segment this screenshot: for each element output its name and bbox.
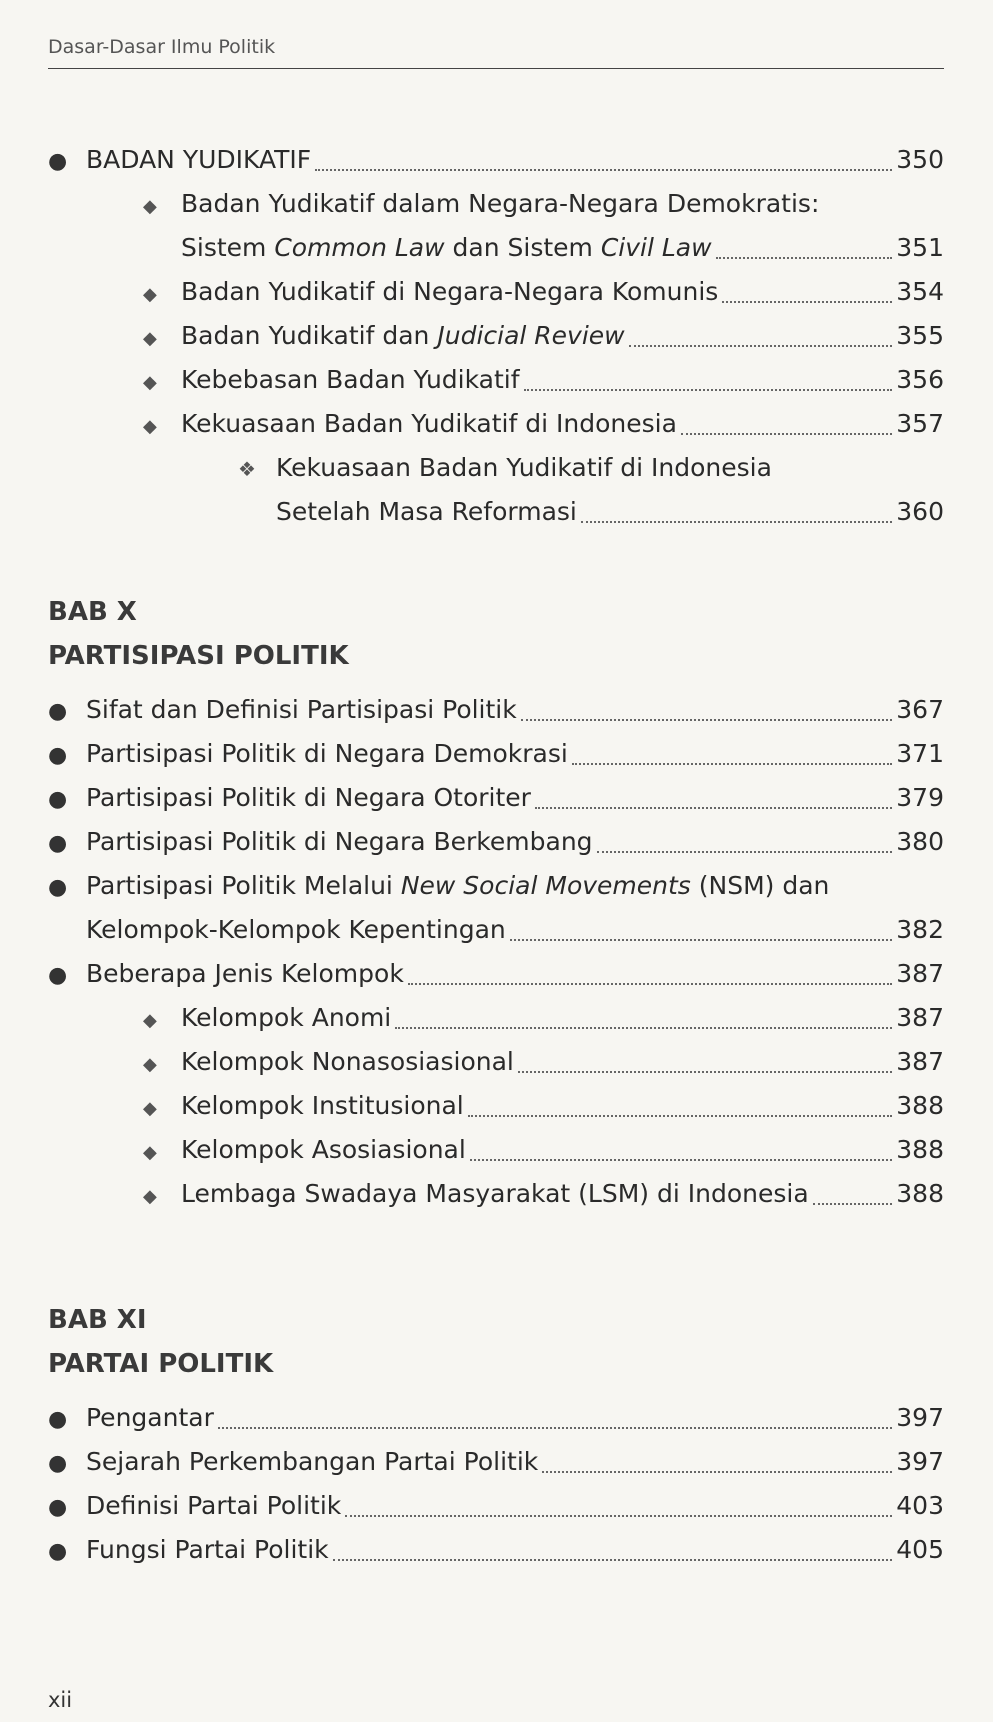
toc-entry (48, 1040, 944, 1084)
bullet-icon: ● (48, 149, 68, 174)
toc-entry (48, 314, 944, 358)
toc-entry-page: 355 (896, 321, 944, 350)
dot-leader (681, 433, 892, 435)
toc-entry (48, 270, 944, 314)
toc-entry-page: 371 (896, 739, 944, 768)
chapter-label: BAB XI (48, 1305, 147, 1335)
toc-entry-title: Lembaga Swadaya Masyarakat (LSM) di Indonesia (181, 1179, 809, 1208)
toc-entry (48, 358, 944, 402)
dot-leader (315, 169, 892, 171)
bullet-icon: ● (48, 875, 68, 900)
dot-leader (333, 1559, 893, 1561)
chapter-label: BAB X (48, 597, 137, 627)
toc-entry-title: Badan Yudikatif dan Judicial Review (181, 321, 625, 350)
toc-entry-page: 379 (896, 783, 944, 812)
toc-entry (48, 996, 944, 1040)
bullet-icon: ● (48, 787, 68, 812)
dot-leader (813, 1203, 893, 1205)
dot-leader (597, 851, 893, 853)
toc-entry (48, 182, 944, 226)
bullet-icon: ● (48, 1451, 68, 1476)
dot-leader (395, 1027, 892, 1029)
toc-entry-page: 354 (896, 277, 944, 306)
toc-entry-page: 397 (896, 1447, 944, 1476)
toc-entry-title: Partisipasi Politik di Negara Demokrasi (86, 739, 568, 768)
toc-entry (48, 1396, 944, 1440)
toc-entry-page: 356 (896, 365, 944, 394)
toc-entry (48, 1172, 944, 1216)
diamond-icon: ◆ (143, 196, 157, 217)
toc-entry (48, 864, 944, 908)
toc-entry (48, 1484, 944, 1528)
dot-leader (218, 1427, 892, 1429)
toc-entry (48, 688, 944, 732)
dot-leader (510, 939, 893, 941)
toc-entry-title: Kelompok Nonasosiasional (181, 1047, 514, 1076)
toc-entry (48, 446, 944, 490)
toc-entry-page: 387 (896, 1003, 944, 1032)
toc-entry-title: BADAN YUDIKATIF (86, 145, 312, 174)
running-header: Dasar-Dasar Ilmu Politik (48, 36, 944, 69)
chapter-title: PARTISIPASI POLITIK (48, 641, 349, 671)
toc-entry-title: Kebebasan Badan Yudikatif (181, 365, 520, 394)
toc-entry-page: 403 (896, 1491, 944, 1520)
diamond-icon: ◆ (143, 416, 157, 437)
toc-entry-title: Partisipasi Politik Melalui New Social Movements (NSM) dan (86, 871, 830, 900)
dot-leader (716, 257, 893, 259)
toc-entry-title: Setelah Masa Reformasi (276, 497, 577, 526)
bullet-icon: ● (48, 1539, 68, 1564)
chapter-title: PARTAI POLITIK (48, 1349, 274, 1379)
diamond-icon: ◆ (143, 372, 157, 393)
diamond-icon: ◆ (143, 328, 157, 349)
toc-entry (48, 732, 944, 776)
dot-leader (518, 1071, 892, 1073)
toc-entry-title: Kelompok Institusional (181, 1091, 464, 1120)
toc-entry-title: Pengantar (86, 1403, 214, 1432)
toc-entry-page: 367 (896, 695, 944, 724)
bullet-icon: ● (48, 1495, 68, 1520)
toc-entry-title: Badan Yudikatif di Negara-Negara Komunis (181, 277, 719, 306)
bullet-icon: ● (48, 743, 68, 768)
toc-entry-title: Fungsi Partai Politik (86, 1535, 329, 1564)
toc-entry-page: 351 (896, 233, 944, 262)
diamond-icon: ◆ (143, 284, 157, 305)
toc-entry-title: Kelompok Anomi (181, 1003, 392, 1032)
four-diamond-icon: ❖ (238, 457, 256, 481)
toc-entry (48, 1528, 944, 1572)
toc-entry-page: 350 (896, 145, 944, 174)
dot-leader (470, 1159, 892, 1161)
diamond-icon: ◆ (143, 1186, 157, 1207)
toc-entry-page: 357 (896, 409, 944, 438)
toc-entry (48, 1440, 944, 1484)
toc-entry (48, 776, 944, 820)
toc-entry-page: 405 (896, 1535, 944, 1564)
dot-leader (521, 719, 893, 721)
diamond-icon: ◆ (143, 1098, 157, 1119)
toc-entry (48, 138, 944, 182)
dot-leader (345, 1515, 892, 1517)
toc-entry-page: 388 (896, 1091, 944, 1120)
toc-entry-title: Kelompok-Kelompok Kepentingan (86, 915, 506, 944)
toc-entry-page: 388 (896, 1135, 944, 1164)
toc-entry-title: Partisipasi Politik di Negara Berkembang (86, 827, 593, 856)
toc-entry-page: 382 (896, 915, 944, 944)
toc-entry-page: 360 (896, 497, 944, 526)
dot-leader (408, 983, 892, 985)
bullet-icon: ● (48, 1407, 68, 1432)
toc-entry-page: 397 (896, 1403, 944, 1432)
bullet-icon: ● (48, 963, 68, 988)
toc-entry-title: Sifat dan Definisi Partisipasi Politik (86, 695, 517, 724)
toc-entry-title: Kelompok Asosiasional (181, 1135, 466, 1164)
toc-entry (48, 1084, 944, 1128)
toc-entry-page: 387 (896, 1047, 944, 1076)
toc-entry-page: 388 (896, 1179, 944, 1208)
toc-entry-title: Definisi Partai Politik (86, 1491, 342, 1520)
toc-entry-title: Badan Yudikatif dalam Negara-Negara Demokratis: (181, 189, 820, 218)
toc-entry-continuation (48, 490, 944, 534)
dot-leader (572, 763, 892, 765)
toc-entry-title: Kekuasaan Badan Yudikatif di Indonesia (181, 409, 677, 438)
dot-leader (542, 1471, 892, 1473)
page-number: xii (48, 1688, 73, 1712)
toc-entry (48, 402, 944, 446)
toc-entry-continuation (48, 908, 944, 952)
diamond-icon: ◆ (143, 1054, 157, 1075)
dot-leader (722, 301, 892, 303)
dot-leader (581, 521, 892, 523)
bullet-icon: ● (48, 831, 68, 856)
table-of-contents (48, 138, 944, 1572)
diamond-icon: ◆ (143, 1010, 157, 1031)
toc-entry-title: Partisipasi Politik di Negara Otoriter (86, 783, 531, 812)
toc-entry (48, 952, 944, 996)
toc-entry (48, 820, 944, 864)
bullet-icon: ● (48, 699, 68, 724)
toc-entry-continuation (48, 226, 944, 270)
diamond-icon: ◆ (143, 1142, 157, 1163)
toc-entry-page: 380 (896, 827, 944, 856)
toc-entry-title: Beberapa Jenis Kelompok (86, 959, 404, 988)
toc-entry-page: 387 (896, 959, 944, 988)
dot-leader (524, 389, 893, 391)
dot-leader (535, 807, 892, 809)
toc-entry (48, 1128, 944, 1172)
toc-entry-title: Sejarah Perkembangan Partai Politik (86, 1447, 539, 1476)
toc-entry-title: Sistem Common Law dan Sistem Civil Law (181, 233, 712, 262)
dot-leader (629, 345, 893, 347)
toc-entry-title: Kekuasaan Badan Yudikatif di Indonesia (276, 453, 772, 482)
dot-leader (468, 1115, 893, 1117)
